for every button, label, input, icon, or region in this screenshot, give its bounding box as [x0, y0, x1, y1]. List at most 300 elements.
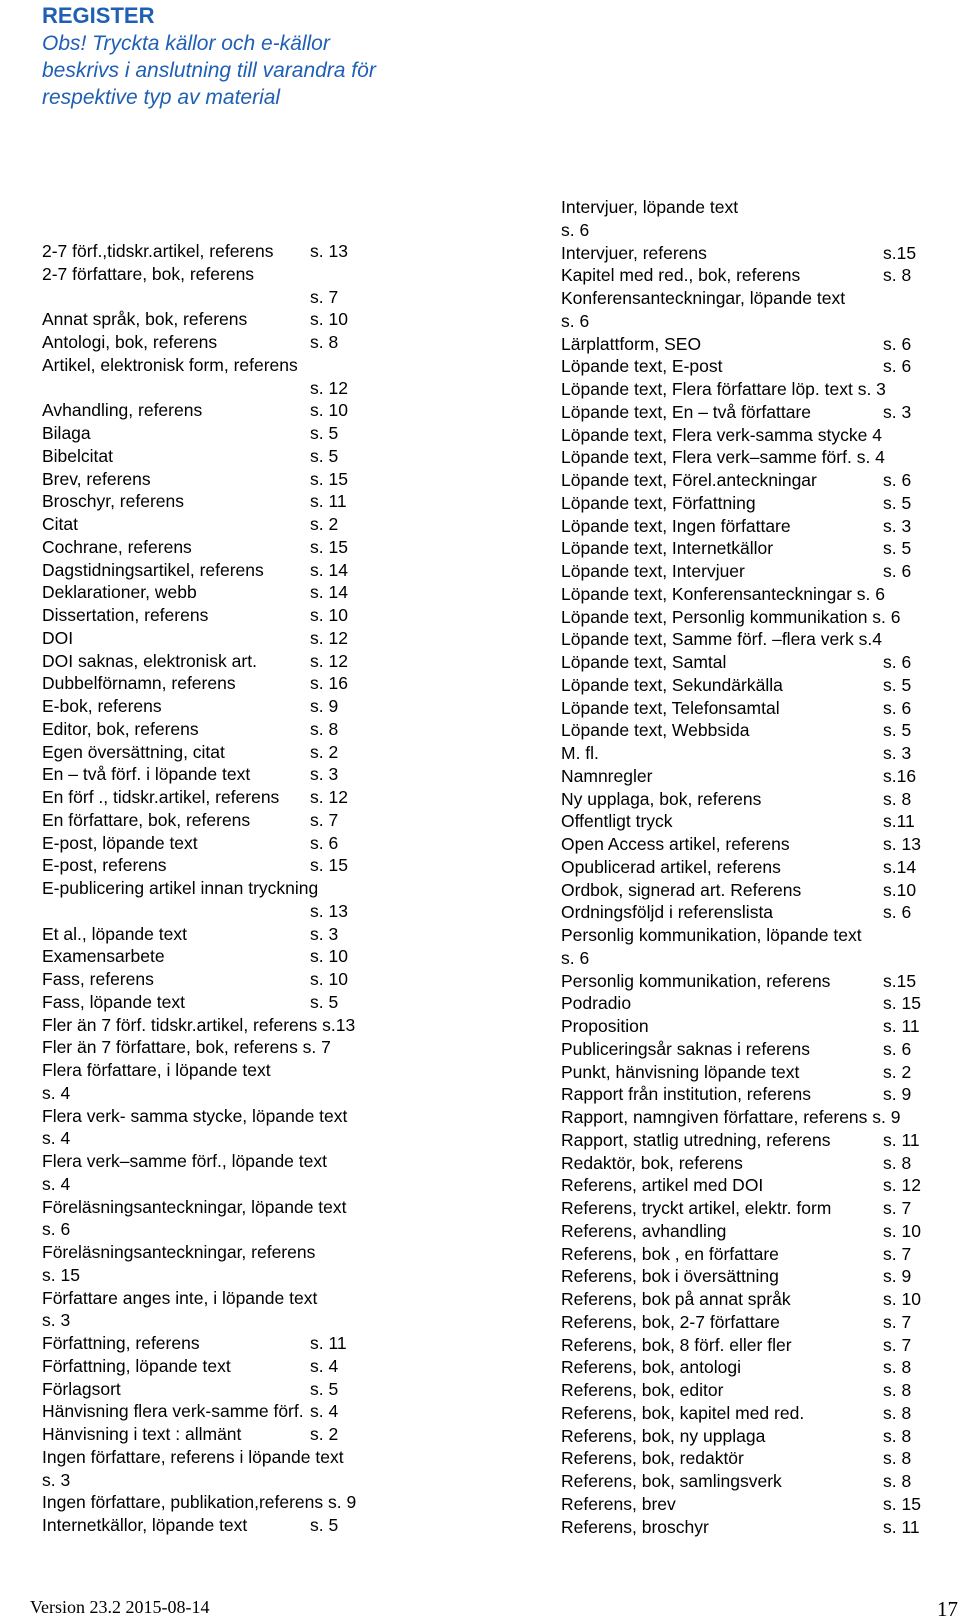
index-entry	[561, 401, 941, 424]
index-page-ref: s. 3	[883, 515, 912, 536]
index-entry	[42, 832, 432, 855]
index-entry	[561, 333, 941, 356]
index-term: E-bok, referens	[42, 696, 162, 716]
index-page-ref: s. 7	[883, 1334, 912, 1355]
index-term: Rapport, statlig utredning, referens	[561, 1129, 831, 1150]
index-entry	[561, 1402, 941, 1425]
index-term: Namnregler	[561, 765, 653, 786]
index-entry	[561, 765, 941, 788]
index-entry	[42, 1241, 432, 1264]
index-entry	[42, 1196, 432, 1219]
index-page-ref: s. 8	[310, 718, 339, 739]
index-page-ref: s. 14	[310, 559, 348, 580]
index-entry	[561, 628, 941, 651]
index-term: Internetkällor, löpande text	[42, 1515, 248, 1535]
index-term: s. 4	[42, 1128, 71, 1149]
index-entry	[561, 242, 941, 265]
index-term: Löpande text, Konferensanteckningar s. 6	[561, 583, 885, 604]
index-entry	[561, 1152, 941, 1175]
index-page-ref: s. 9	[883, 1266, 912, 1287]
index-page-ref: s. 5	[883, 492, 912, 513]
index-page-ref: s. 7	[883, 1243, 912, 1264]
index-term: Podradio	[561, 993, 632, 1014]
index-page-ref: s. 12	[310, 627, 348, 648]
index-term: Referens, brev	[561, 1493, 676, 1514]
index-entry	[42, 1014, 432, 1037]
index-entry	[561, 537, 941, 560]
index-entry	[42, 1400, 432, 1423]
index-term: s. 4	[42, 1173, 71, 1194]
index-term: 2-7 författare, bok, referens	[42, 263, 255, 284]
index-page-ref: s. 5	[310, 423, 339, 443]
index-entry	[561, 697, 941, 720]
index-term: s. 3	[42, 1310, 71, 1331]
index-page-ref: s. 7	[310, 809, 339, 830]
index-entry	[42, 263, 432, 286]
version-label: Version 23.2 2015-08-14	[30, 1597, 210, 1617]
index-term: Antologi, bok, referens	[42, 332, 218, 352]
index-page-ref: s. 4	[310, 1355, 339, 1376]
index-page-ref: s. 13	[310, 900, 348, 921]
index-page-ref: s.14	[883, 856, 917, 877]
index-term: Referens, bok, 2-7 författare	[561, 1311, 780, 1332]
index-entry	[561, 901, 941, 924]
index-entry	[42, 422, 432, 445]
index-page-ref: s. 2	[310, 1424, 339, 1444]
index-entry	[561, 1447, 941, 1470]
index-entry	[42, 695, 432, 718]
index-entry	[561, 1425, 941, 1448]
index-term: s. 6	[42, 1219, 71, 1240]
index-page-ref: s. 8	[883, 1471, 912, 1491]
index-page-ref: s. 5	[310, 445, 339, 466]
index-term: Et al., löpande text	[42, 923, 187, 944]
index-entry	[561, 583, 941, 606]
index-page-ref: s. 10	[310, 969, 348, 989]
index-entry	[561, 1493, 941, 1516]
index-term: Referens, bok på annat språk	[561, 1289, 791, 1309]
index-entry	[42, 354, 432, 377]
index-term: Proposition	[561, 1016, 649, 1036]
note-line: beskrivs i anslutning till varandra för	[42, 59, 376, 82]
index-entry	[42, 1355, 432, 1378]
index-term: Författning, referens	[42, 1333, 200, 1353]
index-page-ref: s. 6	[883, 1038, 912, 1059]
index-entry	[42, 490, 432, 513]
index-entry	[42, 1264, 432, 1287]
index-page-ref: s. 3	[310, 764, 339, 785]
index-term: Dissertation, referens	[42, 605, 209, 625]
index-entry	[42, 331, 432, 354]
index-term: Dubbelförnamn, referens	[42, 673, 236, 694]
index-entry	[561, 1083, 941, 1106]
index-entry	[561, 264, 941, 287]
index-page-ref: s. 15	[310, 468, 348, 489]
index-page-ref: s. 12	[310, 787, 348, 807]
index-page-ref: s. 3	[883, 401, 912, 422]
index-term: Artikel, elektronisk form, referens	[42, 354, 298, 375]
index-page-ref: s. 12	[310, 377, 348, 398]
index-term: Referens, bok i översättning	[561, 1266, 779, 1287]
index-page-ref: s. 6	[883, 902, 912, 923]
index-column-left	[42, 240, 432, 1537]
index-term: E-publicering artikel innan tryckning	[42, 878, 319, 898]
index-entry	[561, 879, 941, 902]
index-entry	[561, 1470, 941, 1493]
index-entry	[42, 1173, 432, 1196]
index-term: Löpande text, Samme förf. –flera verk s.4	[561, 629, 882, 650]
index-page-ref: s. 6	[883, 333, 912, 354]
index-term: Hänvisning flera verk-samme förf.	[42, 1401, 304, 1422]
index-term: Intervjuer, löpande text	[561, 197, 739, 217]
index-entry	[42, 763, 432, 786]
index-term: Löpande text, Flera verk-samma stycke 4	[561, 424, 882, 445]
index-term: Ny upplaga, bok, referens	[561, 788, 762, 809]
index-term: Dagstidningsartikel, referens	[42, 559, 264, 580]
index-term: Ingen författare, referens i löpande text	[42, 1446, 344, 1467]
index-term: Löpande text, Personlig kommunikation s. 6	[561, 606, 901, 627]
index-page-ref: s. 4	[310, 1401, 339, 1422]
index-term: Löpande text, Flera verk–samme förf. s. 4	[561, 447, 885, 468]
index-entry	[42, 854, 432, 877]
index-entry	[42, 536, 432, 559]
index-entry	[42, 604, 432, 627]
index-entry	[561, 1129, 941, 1152]
index-term: M. fl.	[561, 743, 599, 763]
index-entry	[42, 1287, 432, 1310]
index-term: Redaktör, bok, referens	[561, 1152, 743, 1173]
index-term: Referens, artikel med DOI	[561, 1175, 764, 1196]
index-page-ref: s. 8	[883, 1425, 912, 1446]
index-term: s. 6	[561, 219, 590, 240]
index-entry	[42, 308, 432, 331]
index-entry	[42, 1036, 432, 1059]
index-term: Löpande text, E-post	[561, 356, 723, 377]
index-term: Föreläsningsanteckningar, löpande text	[42, 1196, 347, 1217]
index-page-ref: s. 8	[883, 788, 912, 809]
index-entry	[42, 1150, 432, 1173]
index-entry	[561, 492, 941, 515]
index-term: Publiceringsår saknas i referens	[561, 1038, 811, 1059]
index-term: Fass, referens	[42, 969, 154, 989]
index-term: Löpande text, Ingen författare	[561, 515, 791, 536]
index-term: Ingen författare, publikation,referens s. 9	[42, 1492, 357, 1513]
index-entry	[42, 240, 432, 263]
index-term: E-post, löpande text	[42, 832, 198, 853]
index-entry	[42, 991, 432, 1014]
index-page-ref: s. 2	[310, 741, 339, 762]
index-entry	[561, 1015, 941, 1038]
index-entry	[42, 399, 432, 422]
index-term: Annat språk, bok, referens	[42, 309, 248, 330]
index-page-ref: s. 12	[883, 1175, 921, 1196]
index-entry	[42, 650, 432, 673]
index-entry	[561, 810, 941, 833]
index-column-right	[561, 196, 941, 1538]
index-page-ref: s. 6	[310, 832, 339, 853]
index-entry	[42, 1082, 432, 1105]
index-page-ref: s. 5	[310, 991, 339, 1012]
index-entry	[561, 833, 941, 856]
index-entry	[561, 606, 941, 629]
index-entry	[561, 287, 941, 310]
index-term: Open Access artikel, referens	[561, 834, 790, 854]
index-term: Rapport, namngiven författare, referens s. 9	[561, 1107, 901, 1127]
index-entry	[561, 1061, 941, 1084]
index-entry	[561, 1220, 941, 1243]
index-term: Bilaga	[42, 423, 91, 443]
index-term: Rapport från institution, referens	[561, 1084, 811, 1105]
index-page-ref: s. 9	[310, 696, 339, 716]
index-entry	[561, 1174, 941, 1197]
index-entry	[561, 1243, 941, 1266]
index-entry	[42, 1105, 432, 1128]
index-page-ref: s. 13	[310, 241, 348, 261]
note-line: respektive typ av material	[42, 86, 281, 109]
index-term: Referens, bok, samlingsverk	[561, 1471, 782, 1491]
index-entry	[42, 741, 432, 764]
index-term: Personlig kommunikation, löpande text	[561, 925, 862, 945]
page-header	[42, 2, 376, 111]
index-entry	[42, 968, 432, 991]
index-page-ref: s. 15	[310, 536, 348, 557]
index-entry	[42, 1446, 432, 1469]
index-page-ref: s. 2	[310, 514, 339, 534]
index-entry	[561, 310, 941, 333]
index-entry	[42, 627, 432, 650]
index-term: Löpande text, Samtal	[561, 652, 727, 672]
index-term: Referens, avhandling	[561, 1220, 727, 1241]
index-term: Ordbok, signerad art. Referens	[561, 879, 802, 900]
index-page-ref: s. 10	[310, 309, 348, 330]
index-page-ref: s. 15	[883, 1493, 921, 1514]
index-page-ref: s. 8	[883, 1380, 912, 1400]
index-entry	[42, 377, 432, 400]
index-page-ref: s. 6	[883, 356, 912, 377]
index-entry	[561, 788, 941, 811]
index-term: En författare, bok, referens	[42, 809, 251, 830]
index-entry	[561, 1038, 941, 1061]
index-page-ref: s. 8	[883, 1402, 912, 1423]
index-entry	[42, 1332, 432, 1355]
index-page-ref: s. 6	[883, 470, 912, 490]
index-term: Referens, broschyr	[561, 1516, 709, 1537]
index-term: Löpande text, Sekundärkälla	[561, 674, 783, 695]
index-entry	[561, 992, 941, 1015]
index-entry	[42, 786, 432, 809]
index-term: Löpande text, Förel.anteckningar	[561, 470, 817, 490]
index-term: Referens, bok, editor	[561, 1380, 724, 1400]
index-entry	[561, 856, 941, 879]
index-entry	[561, 742, 941, 765]
index-term: s. 6	[561, 310, 590, 331]
index-entry	[561, 1516, 941, 1539]
index-page-ref: s. 11	[310, 1333, 347, 1353]
index-term: s. 3	[42, 1469, 71, 1490]
page-number: 17	[937, 1597, 958, 1621]
index-page-ref: s. 7	[310, 286, 339, 307]
index-entry	[561, 1379, 941, 1402]
index-term: Fler än 7 förf. tidskr.artikel, referens s.13	[42, 1014, 356, 1035]
index-page-ref: s. 10	[310, 946, 348, 967]
index-entry	[561, 719, 941, 742]
index-term: Löpande text, Intervjuer	[561, 561, 745, 581]
index-page-ref: s. 6	[883, 697, 912, 718]
index-page-ref: s. 5	[883, 720, 912, 741]
index-page-ref: s. 8	[883, 1448, 912, 1469]
index-entry	[561, 1311, 941, 1334]
index-entry	[561, 1197, 941, 1220]
index-entry	[42, 581, 432, 604]
index-term: Författning, löpande text	[42, 1355, 231, 1376]
index-entry	[42, 809, 432, 832]
index-page-ref: s.15	[883, 242, 917, 263]
index-term: Lärplattform, SEO	[561, 333, 702, 354]
index-entry	[42, 672, 432, 695]
index-entry	[42, 1514, 432, 1537]
index-entry	[42, 1469, 432, 1492]
index-term: Fler än 7 författare, bok, referens s. 7	[42, 1037, 331, 1058]
index-term: Bibelcitat	[42, 445, 114, 466]
index-term: s. 15	[42, 1264, 80, 1285]
index-entry	[42, 286, 432, 309]
index-page-ref: s. 8	[310, 332, 339, 352]
index-entry	[561, 1334, 941, 1357]
index-entry	[561, 1106, 941, 1129]
index-entry	[561, 469, 941, 492]
index-entry	[42, 1309, 432, 1332]
index-page-ref: s. 11	[310, 491, 347, 512]
index-entry	[42, 1218, 432, 1241]
index-page-ref: s.15	[883, 970, 917, 991]
index-entry	[561, 1265, 941, 1288]
index-entry	[561, 446, 941, 469]
index-page-ref: s. 8	[883, 1152, 912, 1173]
index-page-ref: s. 6	[883, 652, 912, 672]
index-term: Egen översättning, citat	[42, 741, 225, 762]
index-entry	[42, 1127, 432, 1150]
index-entry	[561, 674, 941, 697]
index-term: Offentligt tryck	[561, 811, 673, 832]
index-term: 2-7 förf.,tidskr.artikel, referens	[42, 241, 274, 261]
index-entry	[561, 970, 941, 993]
index-page-ref: s. 8	[883, 1357, 912, 1378]
index-page-ref: s. 15	[310, 855, 348, 876]
index-entry	[42, 468, 432, 491]
index-term: Referens, bok, 8 förf. eller fler	[561, 1334, 792, 1355]
index-term: Flera författare, i löpande text	[42, 1060, 271, 1080]
index-entry	[561, 560, 941, 583]
index-term: Personlig kommunikation, referens	[561, 970, 831, 991]
index-page-ref: s. 11	[883, 1516, 920, 1537]
index-entry	[42, 900, 432, 923]
index-entry	[561, 196, 941, 219]
index-term: Referens, bok , en författare	[561, 1243, 779, 1264]
index-term: Flera verk- samma stycke, löpande text	[42, 1105, 348, 1126]
index-entry	[561, 355, 941, 378]
index-page-ref: s. 7	[883, 1311, 912, 1332]
index-term: Citat	[42, 514, 78, 534]
index-page-ref: s.11	[883, 811, 915, 832]
index-term: Löpande text, Författning	[561, 492, 756, 513]
index-entry	[42, 445, 432, 468]
index-term: En – två förf. i löpande text	[42, 764, 251, 785]
index-entry	[561, 924, 941, 947]
index-term: Punkt, hänvisning löpande text	[561, 1061, 800, 1082]
index-entry	[561, 947, 941, 970]
index-page-ref: s. 5	[883, 674, 912, 695]
index-term: En förf ., tidskr.artikel, referens	[42, 787, 280, 807]
index-page-ref: s. 10	[883, 1289, 921, 1309]
index-term: Avhandling, referens	[42, 400, 203, 421]
index-term: DOI	[42, 627, 74, 648]
index-entry	[561, 424, 941, 447]
index-page-ref: s. 5	[883, 538, 912, 559]
index-page-ref: s. 3	[883, 743, 912, 763]
index-page-ref: s. 15	[883, 993, 921, 1014]
index-entry	[561, 219, 941, 242]
index-page-ref: s. 16	[310, 673, 348, 694]
index-term: Referens, tryckt artikel, elektr. form	[561, 1198, 832, 1218]
index-page-ref: s. 7	[883, 1198, 912, 1218]
index-term: Deklarationer, webb	[42, 582, 197, 603]
index-entry	[42, 718, 432, 741]
index-term: Opublicerad artikel, referens	[561, 856, 781, 877]
index-entry	[42, 877, 432, 900]
index-page-ref: s. 10	[310, 605, 348, 625]
index-page-ref: s. 10	[883, 1220, 921, 1241]
index-term: s. 6	[561, 947, 590, 968]
index-entry	[561, 1288, 941, 1311]
index-entry	[42, 1491, 432, 1514]
index-term: Flera verk–samme förf., löpande text	[42, 1151, 327, 1171]
index-page-ref: s. 14	[310, 582, 348, 603]
index-term: Broschyr, referens	[42, 491, 184, 512]
index-term: E-post, referens	[42, 855, 167, 876]
index-entry	[42, 945, 432, 968]
index-term: Löpande text, Internetkällor	[561, 538, 774, 559]
index-term: Intervjuer, referens	[561, 242, 707, 263]
index-term: Referens, bok, redaktör	[561, 1448, 744, 1469]
index-entry	[42, 513, 432, 536]
index-entry	[561, 515, 941, 538]
index-term: Löpande text, En – två författare	[561, 401, 812, 422]
index-entry	[42, 1059, 432, 1082]
index-term: Referens, bok, kapitel med red.	[561, 1402, 805, 1423]
index-term: Brev, referens	[42, 468, 151, 489]
index-page-ref: s. 5	[310, 1515, 339, 1535]
index-page-ref: s.10	[883, 879, 917, 900]
index-term: Föreläsningsanteckningar, referens	[42, 1242, 316, 1262]
index-term: Löpande text, Telefonsamtal	[561, 697, 780, 718]
index-entry	[561, 651, 941, 674]
index-page-ref: s. 10	[310, 400, 348, 421]
index-term: Kapitel med red., bok, referens	[561, 265, 801, 286]
index-page-ref: s. 5	[310, 1378, 339, 1399]
index-term: Hänvisning i text : allmänt	[42, 1424, 242, 1444]
index-entry	[42, 1423, 432, 1446]
index-entry	[561, 378, 941, 401]
index-page-ref: s. 2	[883, 1061, 912, 1082]
index-term: Fass, löpande text	[42, 991, 185, 1012]
index-entry	[561, 1356, 941, 1379]
index-term: Förlagsort	[42, 1378, 121, 1399]
note-line: Obs! Tryckta källor och e-källor	[42, 32, 330, 55]
index-term: Editor, bok, referens	[42, 718, 199, 739]
index-entry	[42, 1378, 432, 1401]
index-page-ref: s. 11	[883, 1129, 920, 1150]
index-term: Cochrane, referens	[42, 536, 192, 557]
